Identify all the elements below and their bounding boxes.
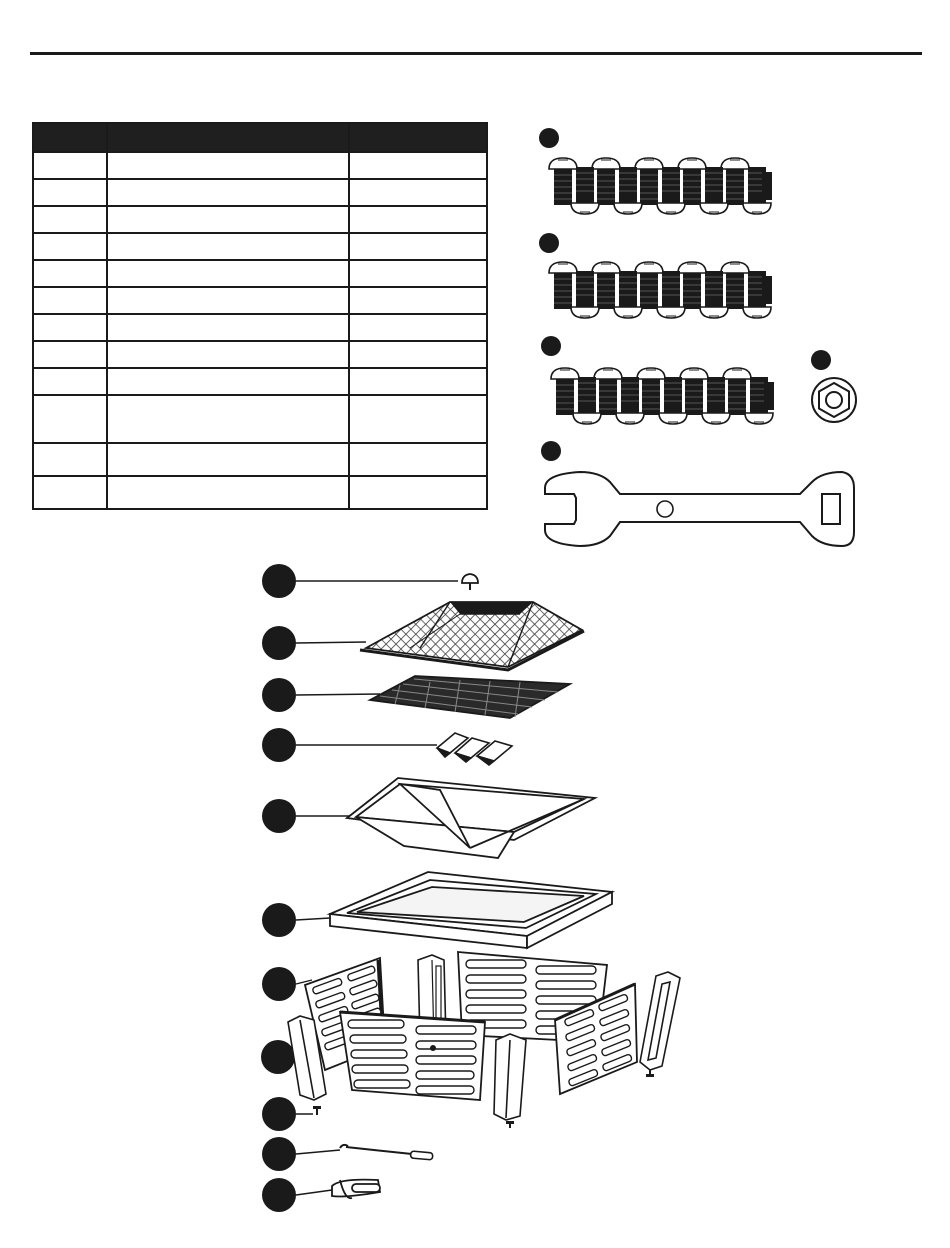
wrench-icon [545, 472, 854, 546]
spark-screen-icon [360, 602, 584, 670]
log-supports-icon [437, 733, 512, 765]
hardware-c-marker [541, 336, 561, 356]
leg-front-center [494, 1034, 526, 1120]
screen-handle-icon [462, 574, 478, 590]
screw-strip-b [549, 262, 772, 318]
screw-strip-a [549, 158, 772, 214]
screw-strip-c [551, 368, 774, 424]
cooking-grate-icon [370, 676, 570, 718]
side-panel-front-left [340, 1012, 485, 1100]
table-frame-icon [330, 872, 612, 948]
poker-icon [340, 1145, 433, 1160]
hardware-e-marker [541, 441, 561, 461]
hardware-a-marker [539, 128, 559, 148]
fire-bowl-icon [347, 778, 595, 858]
hex-nut-icon [812, 378, 856, 422]
hardware-d-marker [811, 350, 831, 370]
lift-handle-icon [332, 1180, 380, 1199]
leg-right [640, 972, 680, 1070]
callout-markers [261, 564, 296, 1212]
hardware-b-marker [539, 233, 559, 253]
